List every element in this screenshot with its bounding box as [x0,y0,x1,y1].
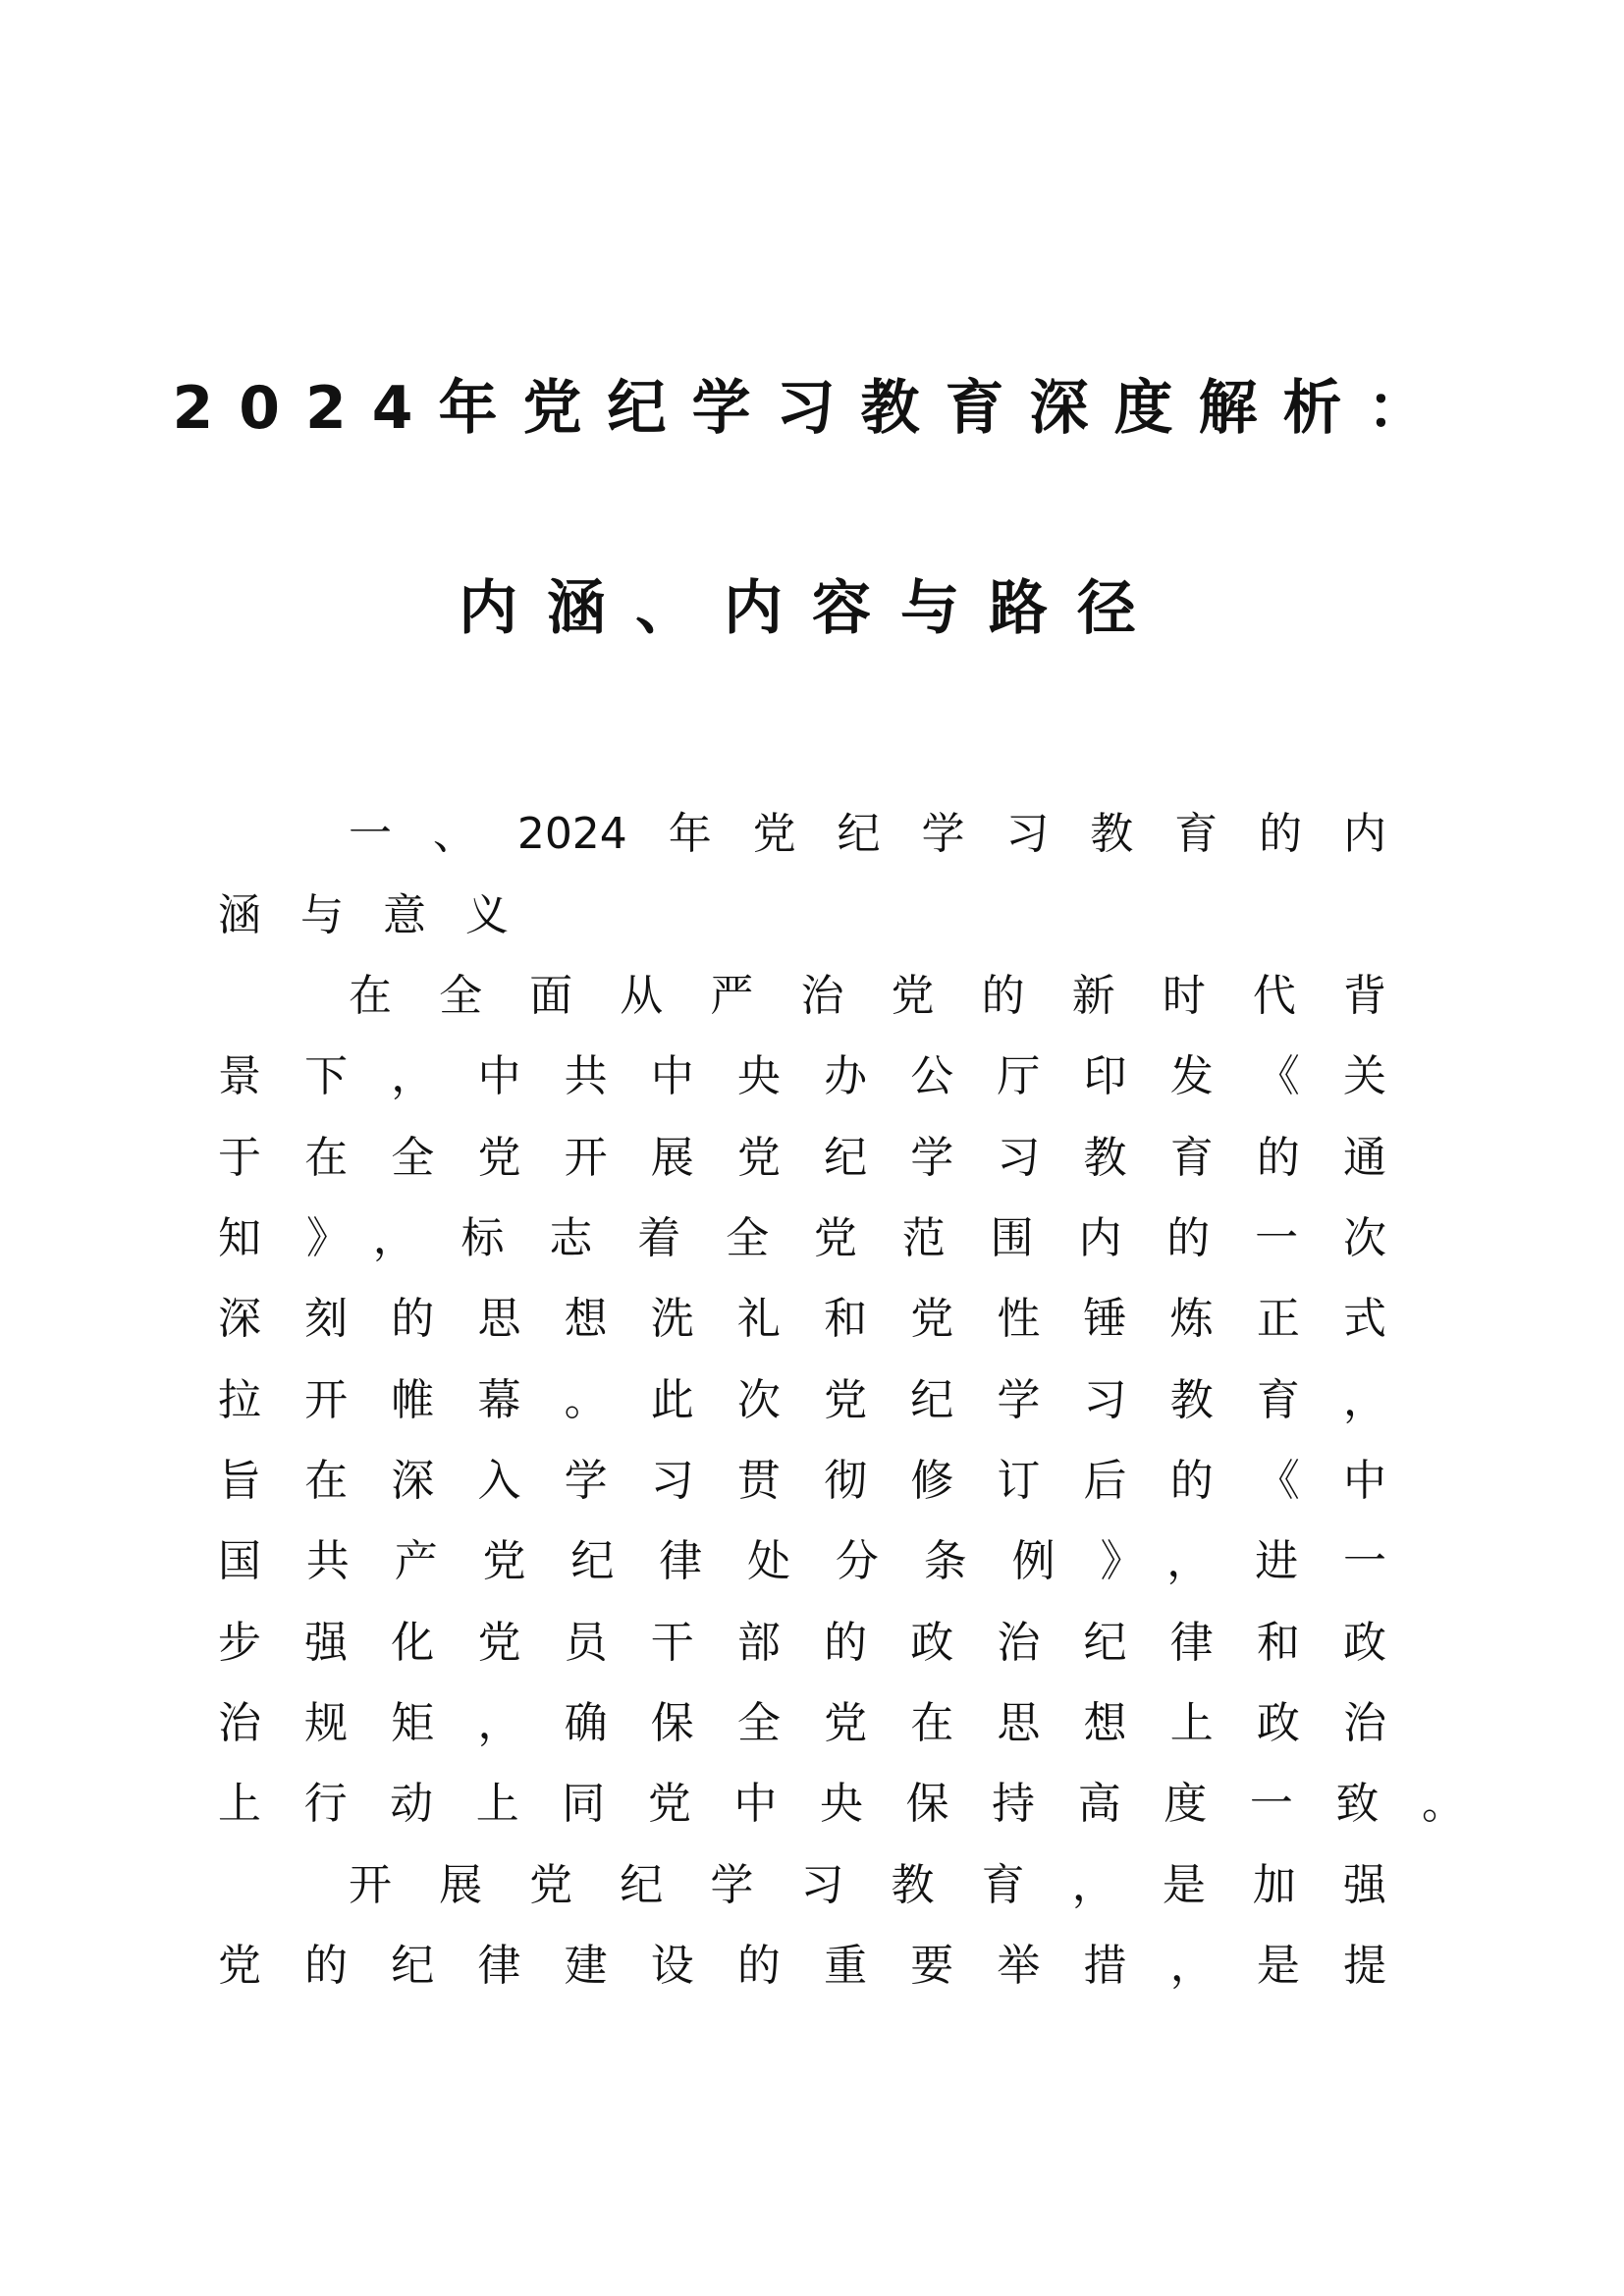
paragraph-line: 旨在深入学习贯彻修订后的《中 [218,1456,1386,1506]
paragraph-line: 景下，中共中央办公厅印发《关 [218,1051,1386,1101]
section-heading-line-1: 一、2024年党纪学习教育的内 [349,809,1386,859]
paragraph-line: 于在全党开展党纪学习教育的通 [218,1133,1386,1183]
paragraph-line: 拉开帷幕。此次党纪学习教育， [218,1375,1386,1425]
paragraph-line: 步强化党员干部的政治纪律和政 [218,1618,1386,1668]
paragraph-line: 在全面从严治党的新时代背 [349,971,1386,1021]
paragraph-line: 开展党纪学习教育，是加强 [349,1860,1386,1910]
document-title-line-2: 内涵、内容与路径 [459,574,1165,643]
paragraph-line: 国共产党纪律处分条例》，进一 [218,1536,1386,1586]
paragraph-line: 深刻的思想洗礼和党性锤炼正式 [218,1294,1386,1344]
document-title-line-1: 2024年党纪学习教育深度解析： [172,374,1452,443]
section-heading-line-2: 涵与意义 [218,890,548,940]
paragraph-line: 知》，标志着全党范围内的一次 [218,1213,1386,1263]
paragraph-line: 上行动上同党中央保持高度一致。 [218,1779,1465,1829]
paragraph-line: 党的纪律建设的重要举措，是提 [218,1941,1386,1991]
paragraph-line: 治规矩，确保全党在思想上政治 [218,1698,1386,1748]
